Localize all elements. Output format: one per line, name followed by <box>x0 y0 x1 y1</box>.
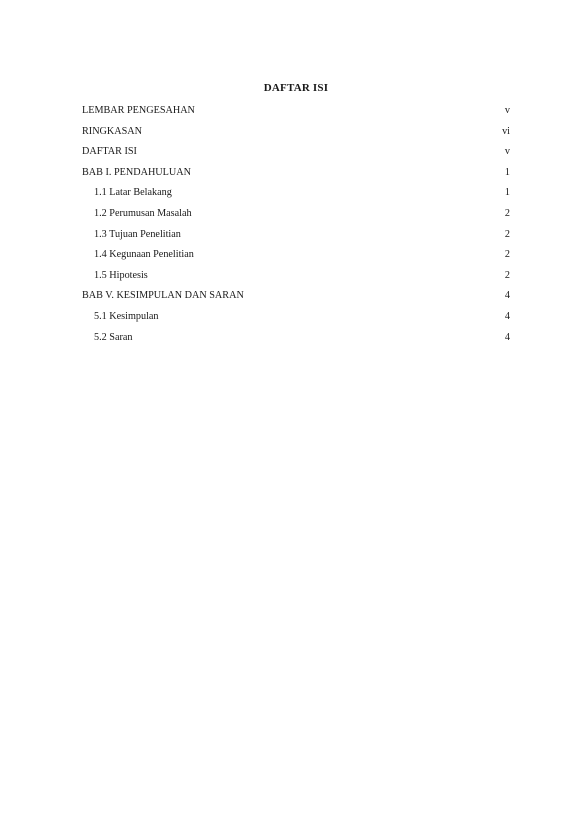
toc-entry-label: DAFTAR ISI <box>82 146 137 158</box>
page-title: DAFTAR ISI <box>263 82 329 94</box>
toc-entry-page-number: 2 <box>504 249 510 261</box>
toc-dot-leader <box>245 288 504 298</box>
toc-entry-page-number: 1 <box>504 166 510 178</box>
toc-entry-label: RINGKASAN <box>82 125 142 137</box>
toc-dot-leader <box>160 309 504 319</box>
toc-entry-label: 1.5 Hipotesis <box>94 269 148 281</box>
toc-entry-1-3[interactable] <box>82 225 510 246</box>
toc-dot-leader <box>192 165 504 175</box>
toc-entry-page-number: v <box>504 105 510 116</box>
toc-entry-page-number: 4 <box>504 331 510 343</box>
toc-entry-label: 1.1 Latar Belakang <box>94 187 172 199</box>
toc-dot-leader <box>196 103 504 113</box>
table-of-contents <box>82 101 510 348</box>
toc-dot-leader <box>133 330 503 340</box>
toc-entry-label: BAB V. KESIMPULAN DAN SARAN <box>82 290 244 302</box>
toc-entry-daftar-isi[interactable] <box>82 142 510 163</box>
toc-entry-1-5[interactable] <box>82 266 510 287</box>
toc-entry-page-number: 2 <box>504 207 510 219</box>
toc-dot-leader <box>149 268 504 278</box>
toc-entry-label: 1.2 Perumusan Masalah <box>94 207 192 219</box>
toc-entry-1-4[interactable] <box>82 245 510 266</box>
toc-entry-page-number: 1 <box>504 187 510 199</box>
toc-dot-leader <box>195 247 504 257</box>
toc-entry-page-number: 4 <box>504 310 510 322</box>
toc-entry-bab-5[interactable] <box>82 286 510 307</box>
toc-entry-page-number: 2 <box>504 228 510 240</box>
toc-entry-page-number: 4 <box>504 290 510 302</box>
toc-entry-1-1[interactable] <box>82 183 510 204</box>
toc-entry-5-1[interactable] <box>82 307 510 328</box>
toc-entry-1-2[interactable] <box>82 204 510 225</box>
toc-dot-leader <box>182 227 504 237</box>
toc-entry-label: 1.4 Kegunaan Penelitian <box>94 249 194 261</box>
toc-entry-label: 5.2 Saran <box>94 331 133 343</box>
toc-entry-page-number: vi <box>502 125 510 137</box>
toc-entry-label: BAB I. PENDAHULUAN <box>82 166 191 178</box>
toc-entry-page-number: v <box>504 146 510 158</box>
toc-entry-lembar-pengesahan[interactable] <box>82 101 510 122</box>
toc-entry-bab-1[interactable] <box>82 163 510 184</box>
toc-entry-label: LEMBAR PENGESAHAN <box>82 105 195 116</box>
toc-entry-label: 5.1 Kesimpulan <box>94 310 159 322</box>
toc-entry-5-2[interactable] <box>82 328 510 349</box>
toc-entry-label: 1.3 Tujuan Penelitian <box>94 228 181 240</box>
toc-entry-ringkasan[interactable] <box>82 122 510 143</box>
toc-dot-leader <box>138 144 504 154</box>
toc-dot-leader <box>193 206 504 216</box>
toc-entry-page-number: 2 <box>504 269 510 281</box>
toc-dot-leader <box>143 124 501 134</box>
toc-dot-leader <box>173 185 504 195</box>
